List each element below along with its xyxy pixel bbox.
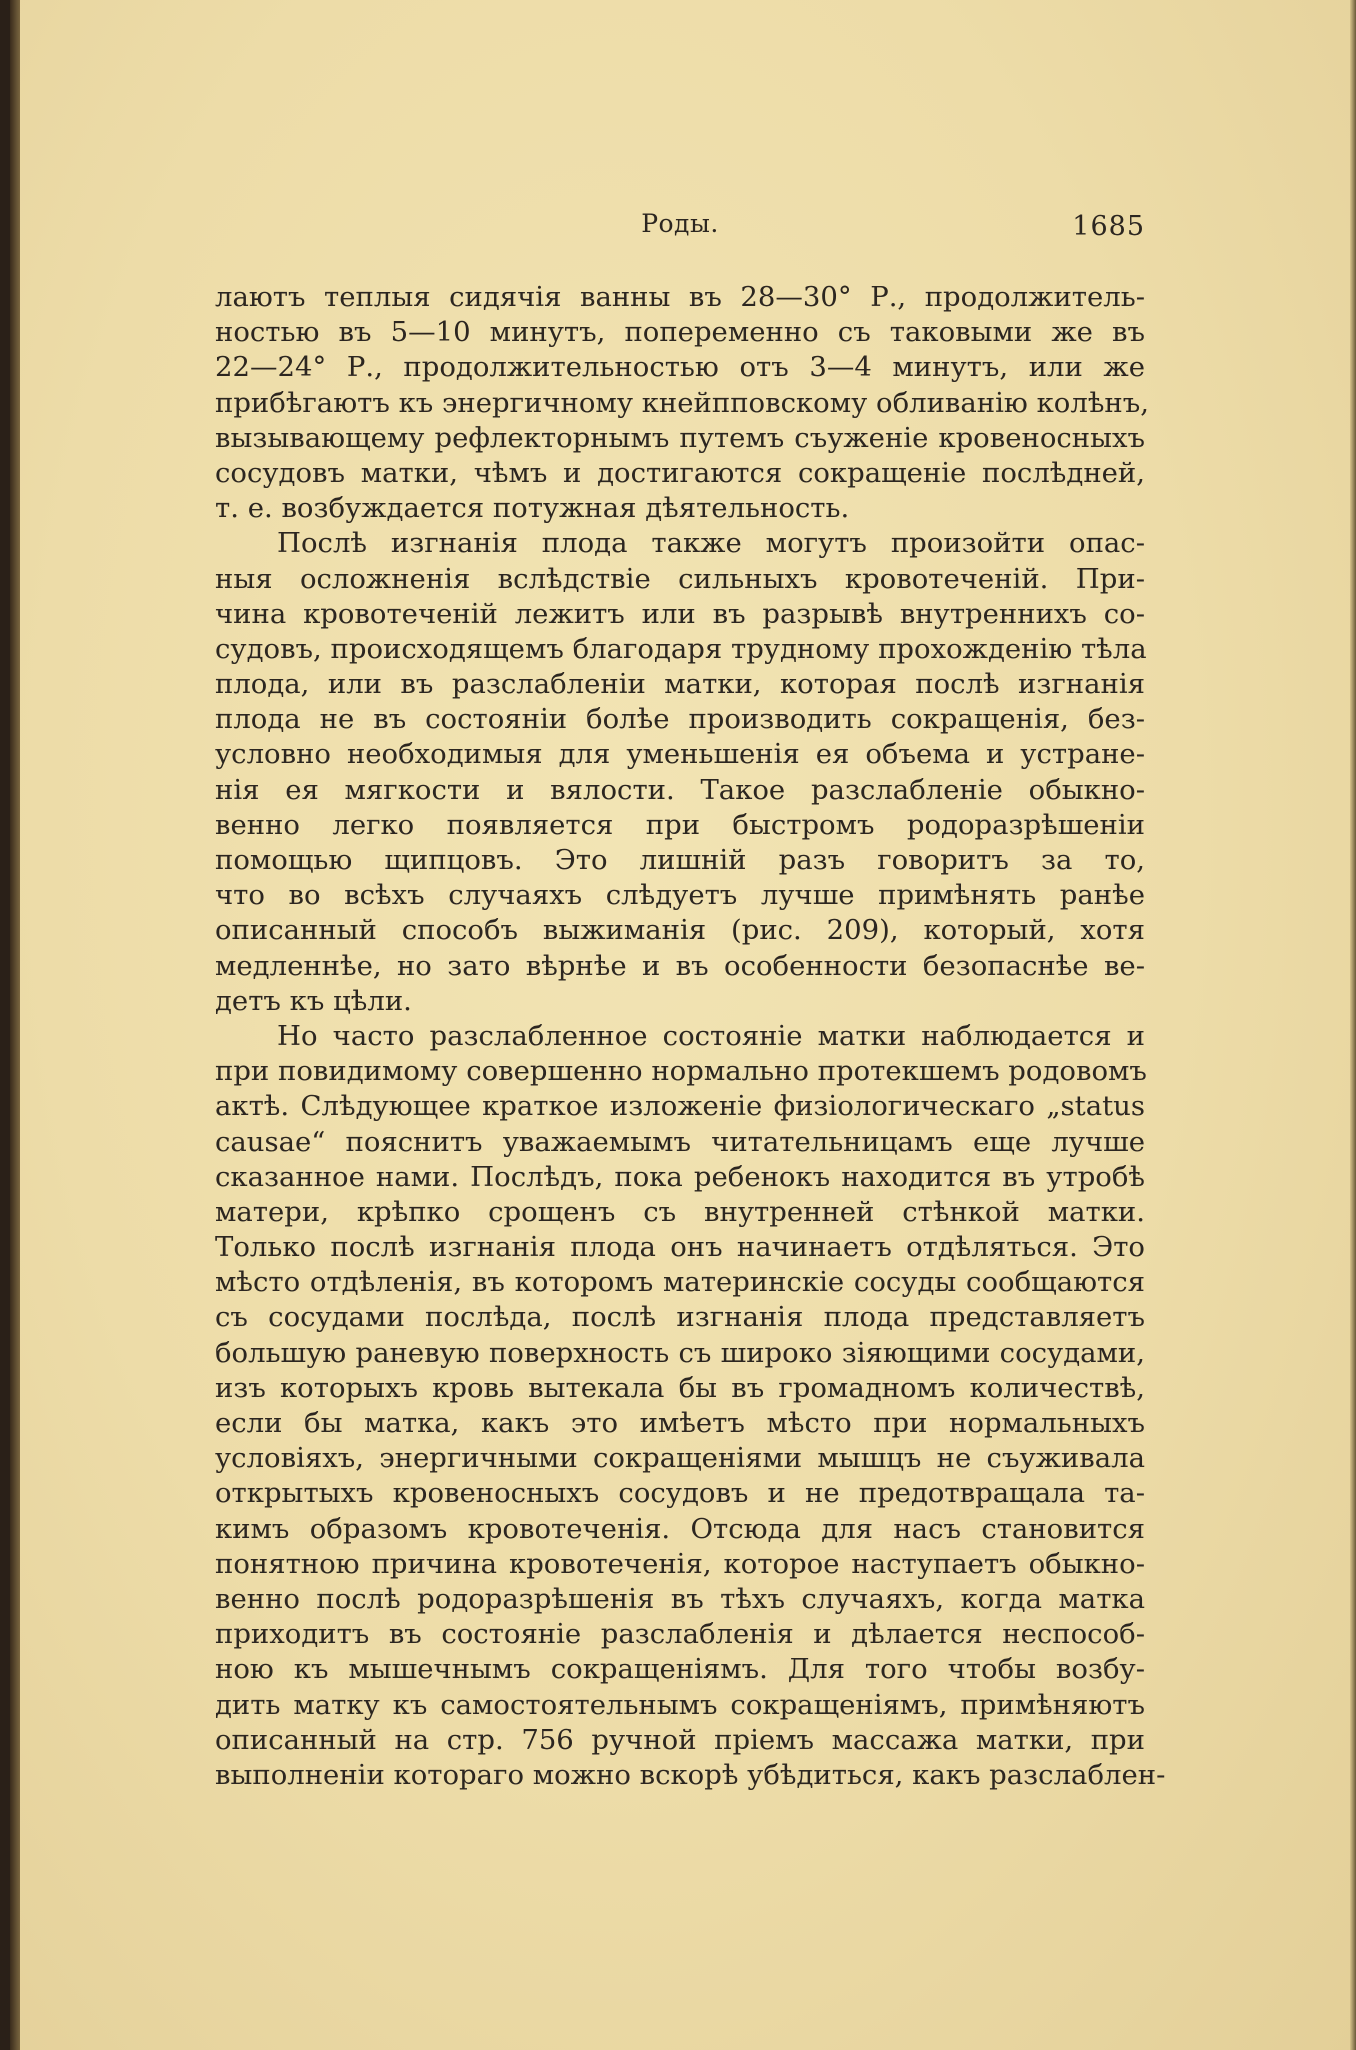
text-line: медленнѣе, но зато вѣрнѣе и въ особенности безопаснѣе ве- xyxy=(215,949,1145,982)
text-line: лаютъ теплыя сидячія ванны въ 28—30° Р., продолжитель- xyxy=(215,281,1145,313)
text-line: прибѣгаютъ къ энергичному кнейпповскому обливанію колѣнъ, xyxy=(215,386,1149,419)
text-line: нія ея мягкости и вялости. Такое разслабленіе обыкно- xyxy=(215,773,1145,806)
text-line: плода не въ состояніи болѣе производить сокращенія, без- xyxy=(215,703,1145,736)
text-line: т. е. возбуждается потужная дѣятельность. xyxy=(215,492,850,525)
text-line: понятною причина кровотеченія, которое наступаетъ обыкно- xyxy=(215,1547,1145,1580)
text-line: венно послѣ родоразрѣшенія въ тѣхъ случаяхъ, когда матка xyxy=(215,1582,1145,1615)
text-line: ною къ мышечнымъ сокращеніямъ. Для того чтобы возбу- xyxy=(215,1653,1145,1686)
text-line: актѣ. Слѣдующее краткое изложеніе физіологическаго „status xyxy=(215,1090,1145,1123)
text-line: изъ которыхъ кровь вытекала бы въ громадномъ количествѣ, xyxy=(215,1371,1145,1404)
text-line: описанный на стр. 756 ручной пріемъ массажа матки, при xyxy=(215,1723,1145,1756)
text-line: выполненіи котораго можно вскорѣ убѣдиться, какъ разслаблен- xyxy=(215,1758,1166,1791)
text-line: венно легко появляется при быстромъ родоразрѣшеніи xyxy=(215,808,1145,841)
text-line: описанный способъ выжиманія (рис. 209), который, хотя xyxy=(215,914,1145,947)
page-fore-edge xyxy=(1350,0,1356,2050)
text-line: при повидимому совершенно нормально протекшемъ родовомъ xyxy=(215,1055,1147,1088)
text-line: условіяхъ, энергичными сокращеніями мышцъ не съуживала xyxy=(215,1442,1145,1475)
text-line: 22—24° Р., продолжительностью отъ 3—4 минутъ, или же xyxy=(215,351,1145,384)
running-title: Роды. xyxy=(641,209,719,238)
text-line: Послѣ изгнанія плода также могутъ произойти опас- xyxy=(277,527,1145,560)
text-line: большую раневую поверхность съ широко зіяющими сосудами, xyxy=(215,1336,1145,1369)
text-line: судовъ, происходящемъ благодаря трудному прохожденію тѣла xyxy=(215,632,1147,665)
text-line: ностью въ 5—10 минутъ, попеременно съ таковыми же въ xyxy=(215,316,1145,349)
page-number: 1685 xyxy=(1072,211,1145,242)
page-spine-edge xyxy=(10,0,20,2050)
text-line: плода, или въ разслабленіи матки, которая послѣ изгнанія xyxy=(215,668,1145,701)
text-line: Только послѣ изгнанія плода онъ начинаетъ отдѣляться. Это xyxy=(215,1231,1145,1264)
paragraph xyxy=(215,280,1149,526)
text-line: что во всѣхъ случаяхъ слѣдуетъ лучше примѣнять ранѣе xyxy=(215,879,1145,912)
body-text xyxy=(215,280,1166,1793)
text-line: вызывающему рефлекторнымъ путемъ съуженіе кровеносныхъ xyxy=(215,421,1145,454)
text-line: causae“ пояснитъ уважаемымъ читательницамъ еще лучше xyxy=(215,1125,1145,1158)
text-line: чина кровотеченій лежитъ или въ разрывѣ внутреннихъ со- xyxy=(215,597,1145,630)
text-line: детъ къ цѣли. xyxy=(215,984,412,1017)
paragraph xyxy=(215,526,1145,1019)
text-line: помощью щипцовъ. Это лишній разъ говоритъ за то, xyxy=(215,844,1145,876)
text-line: кимъ образомъ кровотеченія. Отсюда для насъ становится xyxy=(215,1512,1145,1545)
text-line: съ сосудами послѣда, послѣ изгнанія плода представляетъ xyxy=(215,1301,1145,1334)
text-line: условно необходимыя для уменьшенія ея объема и устране- xyxy=(215,738,1145,771)
text-line: Но часто разслабленное состояніе матки наблюдается и xyxy=(277,1019,1145,1052)
text-line: ныя осложненія вслѣдствіе сильныхъ кровотеченій. При- xyxy=(215,562,1145,595)
page-header xyxy=(215,205,1145,245)
paragraph xyxy=(215,1019,1166,1793)
text-line: мѣсто отдѣленія, въ которомъ материнскіе сосуды сообщаются xyxy=(215,1266,1145,1299)
text-line: если бы матка, какъ это имѣетъ мѣсто при нормальныхъ xyxy=(215,1407,1145,1439)
text-line: сказанное нами. Послѣдъ, пока ребенокъ находится въ утробѣ xyxy=(215,1160,1145,1193)
book-page xyxy=(10,0,1356,2050)
text-line: открытыхъ кровеносныхъ сосудовъ и не предотвращала та- xyxy=(215,1477,1145,1510)
text-line: сосудовъ матки, чѣмъ и достигаются сокращеніе послѣдней, xyxy=(215,456,1145,489)
text-line: матери, крѣпко срощенъ съ внутренней стѣнкой матки. xyxy=(215,1195,1145,1228)
text-line: приходитъ въ состояніе разслабленія и дѣлается неспособ- xyxy=(215,1618,1145,1651)
text-line: дить матку къ самостоятельнымъ сокращеніямъ, примѣняютъ xyxy=(215,1688,1145,1721)
